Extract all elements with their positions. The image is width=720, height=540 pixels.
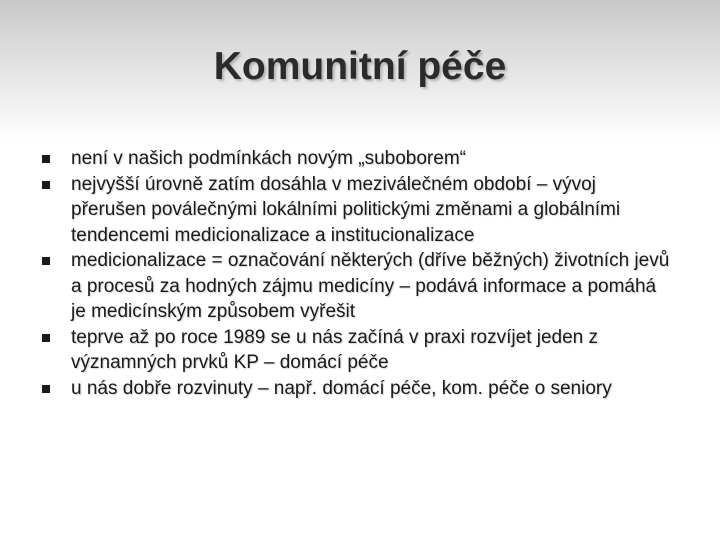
bullet-item: [0, 248, 720, 325]
bullet-text: medicionalizace = označování některých (dříve běžných) životních jevů a procesů za hodných zájmu medicíny – podává informace a pomáhá je medicínským způsobem vyřešit: [71, 250, 670, 322]
bullet-item: [0, 376, 720, 402]
square-bullet-icon: [42, 257, 50, 265]
bullet-item: [0, 172, 720, 249]
slide-title: Komunitní péče: [213, 45, 507, 88]
square-bullet-icon: [42, 385, 50, 393]
bullet-item: [0, 146, 720, 172]
bullet-text: nejvyšší úrovně zatím dosáhla v meziválečném období – vývoj přerušen poválečnými lokálními politickými změnami a globálními tendencemi medicionalizace a institucionalizace: [71, 173, 621, 246]
square-bullet-icon: [42, 334, 50, 342]
bullet-text: u nás dobře rozvinuty – např. domácí péče, kom. péče o seniory: [71, 377, 612, 399]
bullet-text: teprve až po roce 1989 se u nás začíná v praxi rozvíjet jeden z významných prvků KP – domácí péče: [71, 326, 599, 373]
bullet-text: není v našich podmínkách novým „suboborem“: [71, 148, 466, 169]
square-bullet-icon: [42, 181, 50, 189]
bullet-item: [0, 325, 720, 376]
square-bullet-icon: [42, 155, 50, 163]
bullet-list: [0, 146, 720, 401]
